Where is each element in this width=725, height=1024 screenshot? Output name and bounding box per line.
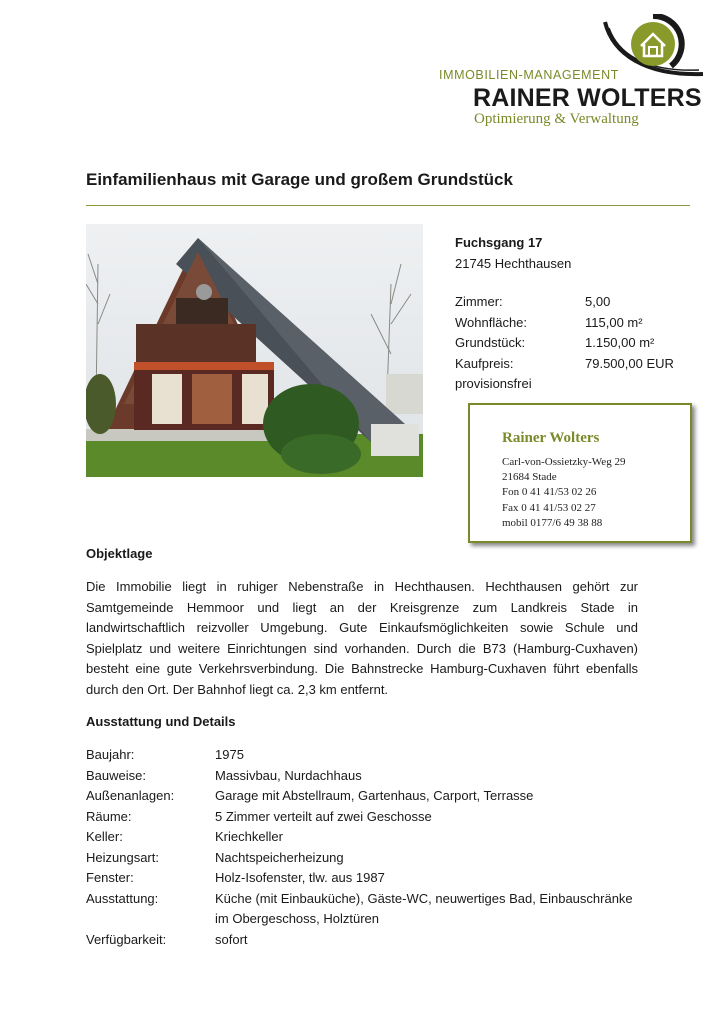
contact-fax: Fax 0 41 41/53 02 27 <box>502 501 596 514</box>
address-city: 21745 Hechthausen <box>455 256 572 271</box>
house-photo <box>86 224 423 477</box>
detail-label: Bauweise: <box>86 767 146 783</box>
fact-label: Zimmer: <box>455 294 503 309</box>
contact-card <box>468 403 692 543</box>
detail-row <box>86 827 646 848</box>
detail-row <box>86 807 646 828</box>
detail-value: Nachtspeicherheizung <box>215 849 344 865</box>
fact-value: 79.500,00 EUR <box>585 355 674 371</box>
page-title: Einfamilienhaus mit Garage und großem Grundstück <box>86 170 513 189</box>
fact-row <box>455 333 695 354</box>
contact-city: 21684 Stade <box>502 471 557 484</box>
fact-label: Grundstück: <box>455 335 526 350</box>
detail-label: Heizungsart: <box>86 849 159 865</box>
detail-label: Baujahr: <box>86 747 135 762</box>
detail-label: Außenanlagen: <box>86 788 175 803</box>
logo-line-3: Optimierung & Verwaltung <box>474 111 639 127</box>
logo-line-2: RAINER WOLTERS <box>473 84 702 112</box>
detail-label: Räume: <box>86 808 132 824</box>
detail-value: 5 Zimmer verteilt auf zwei Geschosse <box>215 808 432 824</box>
detail-value: Holz-Isofenster, tlw. aus 1987 <box>215 870 385 885</box>
title-divider <box>86 205 690 206</box>
contact-name: Rainer Wolters <box>502 430 600 446</box>
key-facts <box>455 292 695 395</box>
detail-row <box>86 766 646 787</box>
detail-value: Kriechkeller <box>215 829 283 844</box>
fact-value: 1.150,00 m² <box>585 335 655 350</box>
contact-street: Carl-von-Ossietzky-Weg 29 <box>502 456 626 468</box>
fact-label: Wohnfläche: <box>455 314 528 330</box>
detail-label: Keller: <box>86 829 123 844</box>
detail-row <box>86 930 646 951</box>
details-heading: Ausstattung und Details <box>86 714 236 729</box>
detail-value: Küche (mit Einbauküche), Gäste-WC, neuwertiges Bad, Einbauschränke im Obergeschoss, Holztüren <box>215 890 633 926</box>
detail-row <box>86 745 646 766</box>
location-text: Die Immobilie liegt in ruhiger Nebenstraße in Hechthausen. Hechthausen gehört zur Samtgemeinde Hemmoor und liegt an der Kreisgrenze zum Landkreis Stade in landwirtschaftlich reizvoller Umgebung. Gute Einkaufsmöglichkeiten sowie Schule und Spielplatz und weitere Einrichtungen sind vorhanden. Durch die B73 (Hamburg-Cuxhaven) besteht eine gute Verkehrsverbindung. Die Bahnstrecke Hamburg-Cuxhaven führt ebenfalls durch den Ort. Der Bahnhof liegt ca. 2,3 km entfernt. <box>86 579 638 697</box>
detail-value: sofort <box>215 931 248 947</box>
detail-value: Garage mit Abstellraum, Gartenhaus, Carport, Terrasse <box>215 788 534 803</box>
detail-value: Massivbau, Nurdachhaus <box>215 767 362 783</box>
details-table <box>86 745 646 950</box>
fact-row <box>455 292 695 313</box>
detail-value: 1975 <box>215 747 244 762</box>
fact-value: 115,00 m² <box>585 314 643 330</box>
address-street: Fuchsgang 17 <box>455 235 543 250</box>
detail-row <box>86 889 646 930</box>
detail-row <box>86 786 646 807</box>
detail-label: Fenster: <box>86 870 134 885</box>
property-address <box>455 232 571 274</box>
fact-label: Kaufpreis: <box>455 355 514 371</box>
fact-row <box>455 354 695 375</box>
detail-label: Verfügbarkeit: <box>86 931 167 947</box>
fact-row <box>455 313 695 334</box>
company-logo <box>430 14 720 132</box>
contact-mobile: mobil 0177/6 49 38 88 <box>502 516 603 529</box>
fact-value: 5,00 <box>585 294 611 309</box>
commission-note: provisionsfrei <box>455 376 532 391</box>
contact-phone: Fon 0 41 41/53 02 26 <box>502 486 597 499</box>
detail-label: Ausstattung: <box>86 890 159 906</box>
location-heading: Objektlage <box>86 546 153 561</box>
detail-row <box>86 868 646 889</box>
logo-line-1: IMMOBILIEN-MANAGEMENT <box>439 68 619 82</box>
detail-row <box>86 848 646 869</box>
